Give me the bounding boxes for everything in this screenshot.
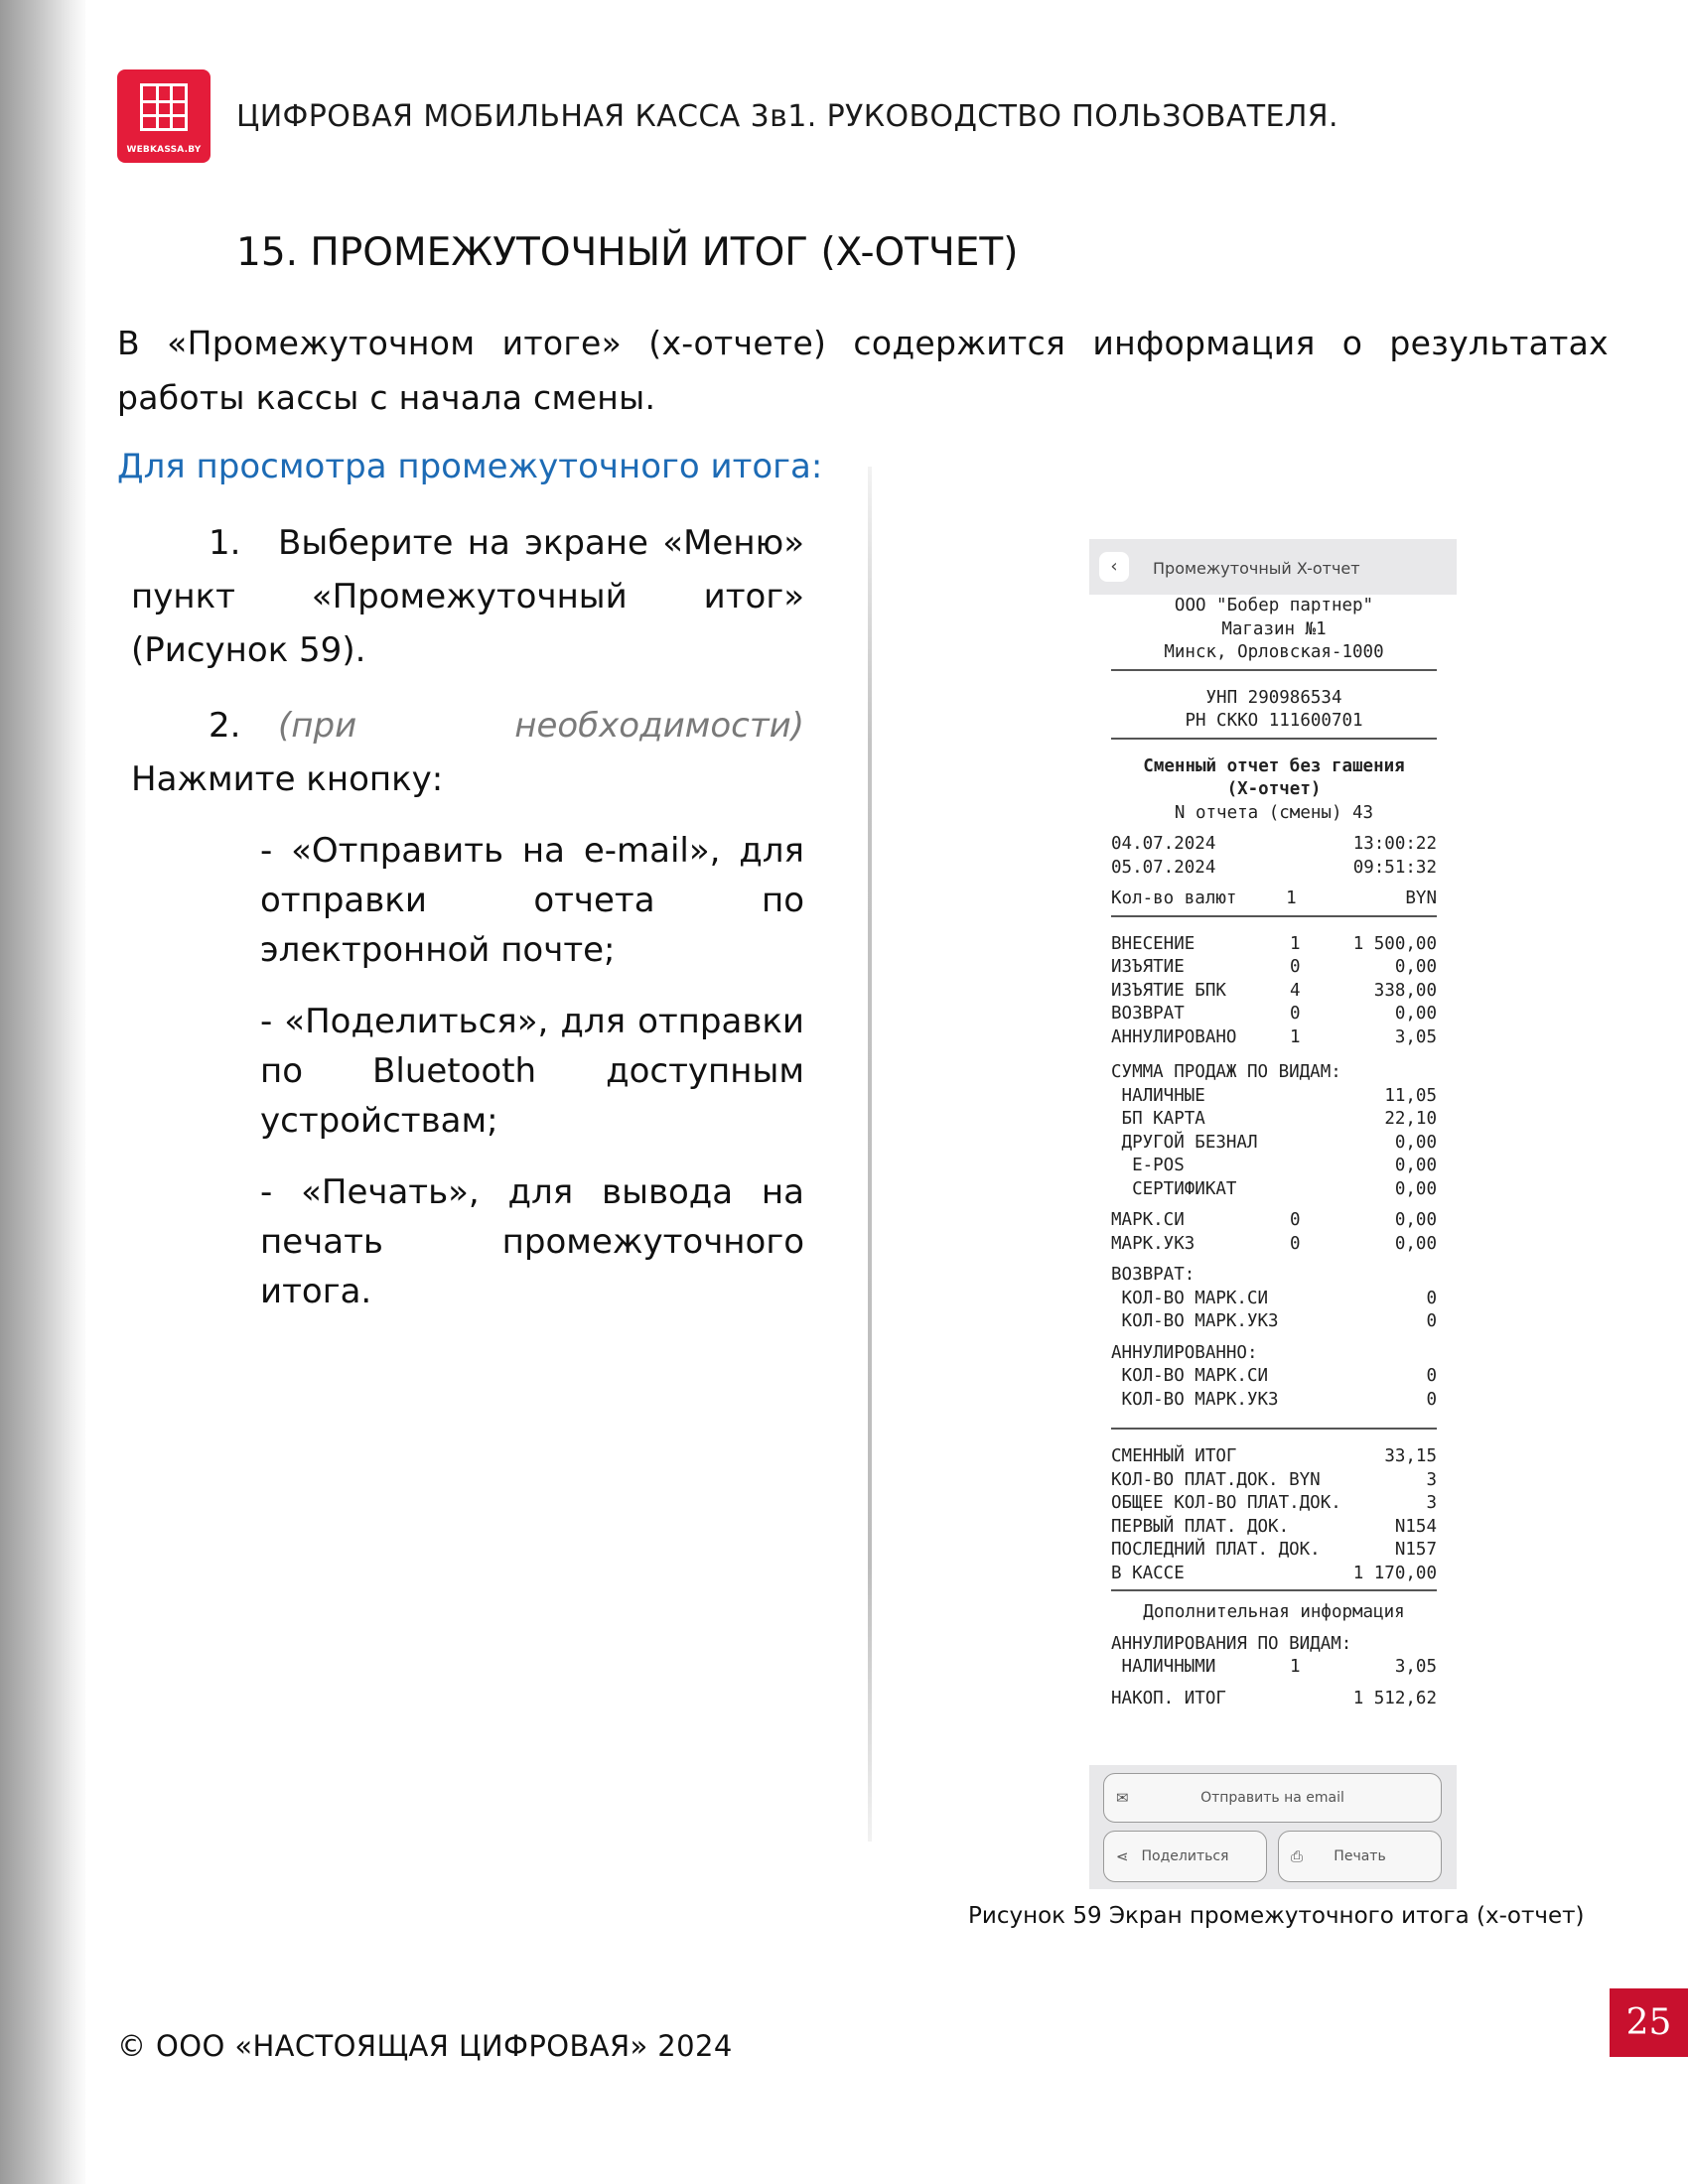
printer-icon: ⎙ [1291,1847,1304,1865]
receipt-divider [1111,915,1437,917]
row-label: КОЛ-ВО МАРК.СИ [1111,1288,1269,1308]
grid-icon [140,83,188,131]
send-email-label: Отправить на email [1200,1790,1344,1806]
share-button[interactable] [1103,1831,1267,1882]
row-value: 1 512,62 [1352,1688,1437,1708]
receipt-op-row [1111,933,1437,957]
row-value: 0,00 [1394,1156,1437,1175]
receipt-divider [1111,738,1437,740]
phone-action-bar [1089,1765,1457,1889]
row-count: 1 [1286,888,1297,908]
receipt-date-row [1111,857,1437,881]
receipt-sales-row [1111,1155,1437,1178]
share-icon: ⋖ [1116,1847,1129,1865]
row-label: ПЕРВЫЙ ПЛАТ. ДОК. [1111,1516,1290,1537]
page-number: 25 [1610,1988,1688,2057]
receipt-annul-cash-row [1111,1656,1437,1680]
receipt-divider [1111,1428,1437,1430]
row-label: МАРК.СИ [1111,1210,1185,1230]
row-label: НАЛИЧНЫЕ [1111,1085,1205,1106]
receipt-op-row [1111,1026,1437,1050]
receipt-sales-row [1111,1108,1437,1132]
print-button[interactable] [1278,1831,1442,1882]
receipt-total-row [1111,1516,1437,1540]
intro-paragraph: В «Промежуточном итоге» (х-отчете) содержится информация о результатах работы кассы с начала смены. [117,324,1609,417]
row-count: 0 [1290,1233,1301,1254]
receipt-total-row [1111,1492,1437,1516]
step-1-number: 1. [209,523,241,563]
row-value: N154 [1394,1516,1437,1537]
row-label: ИЗЪЯТИЕ [1111,957,1185,977]
step-1-text: Выберите на экране «Меню» пункт «Промежуточный итог» (Рисунок 59). [131,523,804,670]
back-arrow-icon[interactable]: ‹ [1099,552,1129,582]
receipt-op-row [1111,980,1437,1004]
row-count: 4 [1290,980,1301,1001]
row-label: СЕРТИФИКАТ [1111,1178,1237,1199]
document-header-title: ЦИФРОВАЯ МОБИЛЬНАЯ КАССА 3в1. РУКОВОДСТВО ПОЛЬЗОВАТЕЛЯ. [236,99,1338,134]
receipt-mark-row [1111,1209,1437,1233]
receipt-return-row [1111,1288,1437,1311]
row-label: Кол-во валют [1111,888,1237,908]
row-label: МАРК.УКЗ [1111,1233,1196,1254]
row-value: 0 [1426,1288,1437,1308]
row-value: 11,05 [1384,1085,1437,1106]
receipt-sales-row [1111,1085,1437,1109]
row-value: 0,00 [1394,1178,1437,1199]
receipt-mark-row [1111,1233,1437,1257]
row-count: 0 [1290,957,1301,977]
logo-text: WEBKASSA.BY [126,145,202,155]
receipt-annul-types-title: АННУЛИРОВАНИЯ ПО ВИДАМ: [1111,1633,1352,1654]
row-label: СМЕННЫЙ ИТОГ [1111,1446,1237,1466]
row-value: 0,00 [1394,1132,1437,1153]
bullet-share: - «Поделиться», для отправки по Bluetooth доступным устройствам; [260,1002,804,1141]
receipt-company: ООО "Бобер партнер" [1174,596,1374,615]
row-value: 3,05 [1394,1026,1437,1047]
receipt-sales-row [1111,1178,1437,1202]
share-label: Поделиться [1141,1848,1229,1864]
row-value: 3 [1426,1493,1437,1513]
receipt-unp: УНП 290986534 [1205,687,1342,708]
receipt-return-title: ВОЗВРАТ: [1111,1265,1196,1285]
footer-copyright: © ООО «НАСТОЯЩАЯ ЦИФРОВАЯ» 2024 [117,2029,733,2063]
row-value: 0,00 [1394,1233,1437,1254]
row-count: 1 [1290,1657,1301,1677]
row-label: ВОЗВРАТ [1111,1004,1185,1024]
send-email-button[interactable] [1103,1773,1442,1823]
receipt-address: Минск, Орловская-1000 [1164,642,1384,662]
row-label: В КАССЕ [1111,1563,1185,1583]
row-value: 3,05 [1394,1657,1437,1677]
bullet-email: - «Отправить на e-mail», для отправки отчета по электронной почте; [260,831,804,970]
bullet-print: - «Печать», для вывода на печать промежуточного итога. [260,1172,804,1311]
row-value: 3 [1426,1469,1437,1490]
receipt-sales-row [1111,1132,1437,1156]
phone-header [1089,539,1457,595]
receipt-report-title: Сменный отчет без гашения [1143,755,1405,776]
row-value: 338,00 [1373,980,1437,1001]
receipt-op-row [1111,956,1437,980]
step-2 [131,699,804,806]
row-label: БП КАРТА [1111,1109,1205,1129]
step-2-note: (при необходимости) [278,706,804,746]
receipt-return-row [1111,1310,1437,1334]
button-list [260,826,804,1338]
date: 04.07.2024 [1111,834,1216,854]
row-label: ОБЩЕЕ КОЛ-ВО ПЛАТ.ДОК. [1111,1493,1341,1513]
phone-screenshot [1089,539,1457,1889]
date: 05.07.2024 [1111,857,1216,878]
row-label: ДРУГОЙ БЕЗНАЛ [1111,1132,1258,1153]
receipt-rn: РН СККО 111600701 [1185,711,1363,731]
row-label: АННУЛИРОВАНО [1111,1026,1237,1047]
row-label: E-POS [1111,1156,1185,1175]
email-icon: ✉ [1116,1789,1129,1807]
row-value: 0,00 [1394,1004,1437,1024]
row-count: 1 [1290,933,1301,954]
print-label: Печать [1334,1848,1386,1864]
receipt-op-row [1111,1003,1437,1026]
column-divider [868,467,872,1842]
receipt-sales-title: СУММА ПРОДАЖ ПО ВИДАМ: [1111,1062,1341,1082]
row-value: 0,00 [1394,957,1437,977]
x-report-receipt [1111,595,1437,1710]
receipt-extra-title: Дополнительная информация [1143,1602,1405,1622]
page-edge-shadow [0,0,85,2184]
figure-caption: Рисунок 59 Экран промежуточного итога (х-отчет) [968,1903,1585,1929]
row-value: 1 170,00 [1352,1563,1437,1583]
receipt-total-row [1111,1539,1437,1563]
row-label: НАКОП. ИТОГ [1111,1688,1226,1708]
row-value: 22,10 [1384,1109,1437,1129]
row-label: НАЛИЧНЫМИ [1111,1657,1216,1677]
time: 09:51:32 [1352,857,1437,878]
row-label: ВНЕСЕНИЕ [1111,933,1196,954]
receipt-currency-row [1111,887,1437,911]
row-label: ПОСЛЕДНИЙ ПЛАТ. ДОК. [1111,1540,1321,1560]
step-2-number: 2. [209,706,241,746]
row-value: BYN [1405,888,1437,908]
receipt-report-subtitle: (Х-отчет) [1226,779,1322,799]
receipt-report-number: N отчета (смены) 43 [1174,802,1374,823]
row-label: КОЛ-ВО МАРК.СИ [1111,1366,1269,1386]
receipt-divider [1111,669,1437,671]
phone-screen-title: Промежуточный X-отчет [1153,559,1360,578]
receipt-accum-row [1111,1688,1437,1711]
row-label: КОЛ-ВО МАРК.УКЗ [1111,1311,1279,1331]
row-value: 0,00 [1394,1210,1437,1230]
row-value: N157 [1394,1540,1437,1560]
row-value: 0 [1426,1389,1437,1410]
receipt-total-row [1111,1563,1437,1586]
row-label: КОЛ-ВО ПЛАТ.ДОК. BYN [1111,1469,1321,1490]
row-value: 1 500,00 [1352,933,1437,954]
receipt-annul-title: АННУЛИРОВАННО: [1111,1342,1258,1363]
receipt-total-row [1111,1469,1437,1493]
step-2-text: Нажмите кнопку: [131,759,444,799]
step-1 [131,516,804,677]
row-label: КОЛ-ВО МАРК.УКЗ [1111,1389,1279,1410]
row-value: 33,15 [1384,1446,1437,1466]
row-count: 0 [1290,1004,1301,1024]
section-title: 15. ПРОМЕЖУТОЧНЫЙ ИТОГ (X-ОТЧЕТ) [236,230,1019,275]
instructions-subheading: Для просмотра промежуточного итога: [117,447,823,486]
receipt-total-row [1111,1445,1437,1469]
receipt-shop: Магазин №1 [1221,618,1327,639]
receipt-divider [1111,1589,1437,1591]
row-count: 0 [1290,1210,1301,1230]
receipt-date-row [1111,833,1437,857]
webkassa-logo [117,69,211,163]
receipt-annul-row [1111,1365,1437,1389]
row-label: ИЗЪЯТИЕ БПК [1111,980,1226,1001]
row-value: 0 [1426,1311,1437,1331]
receipt-annul-row [1111,1389,1437,1413]
row-count: 1 [1290,1026,1301,1047]
time: 13:00:22 [1352,834,1437,854]
row-value: 0 [1426,1366,1437,1386]
